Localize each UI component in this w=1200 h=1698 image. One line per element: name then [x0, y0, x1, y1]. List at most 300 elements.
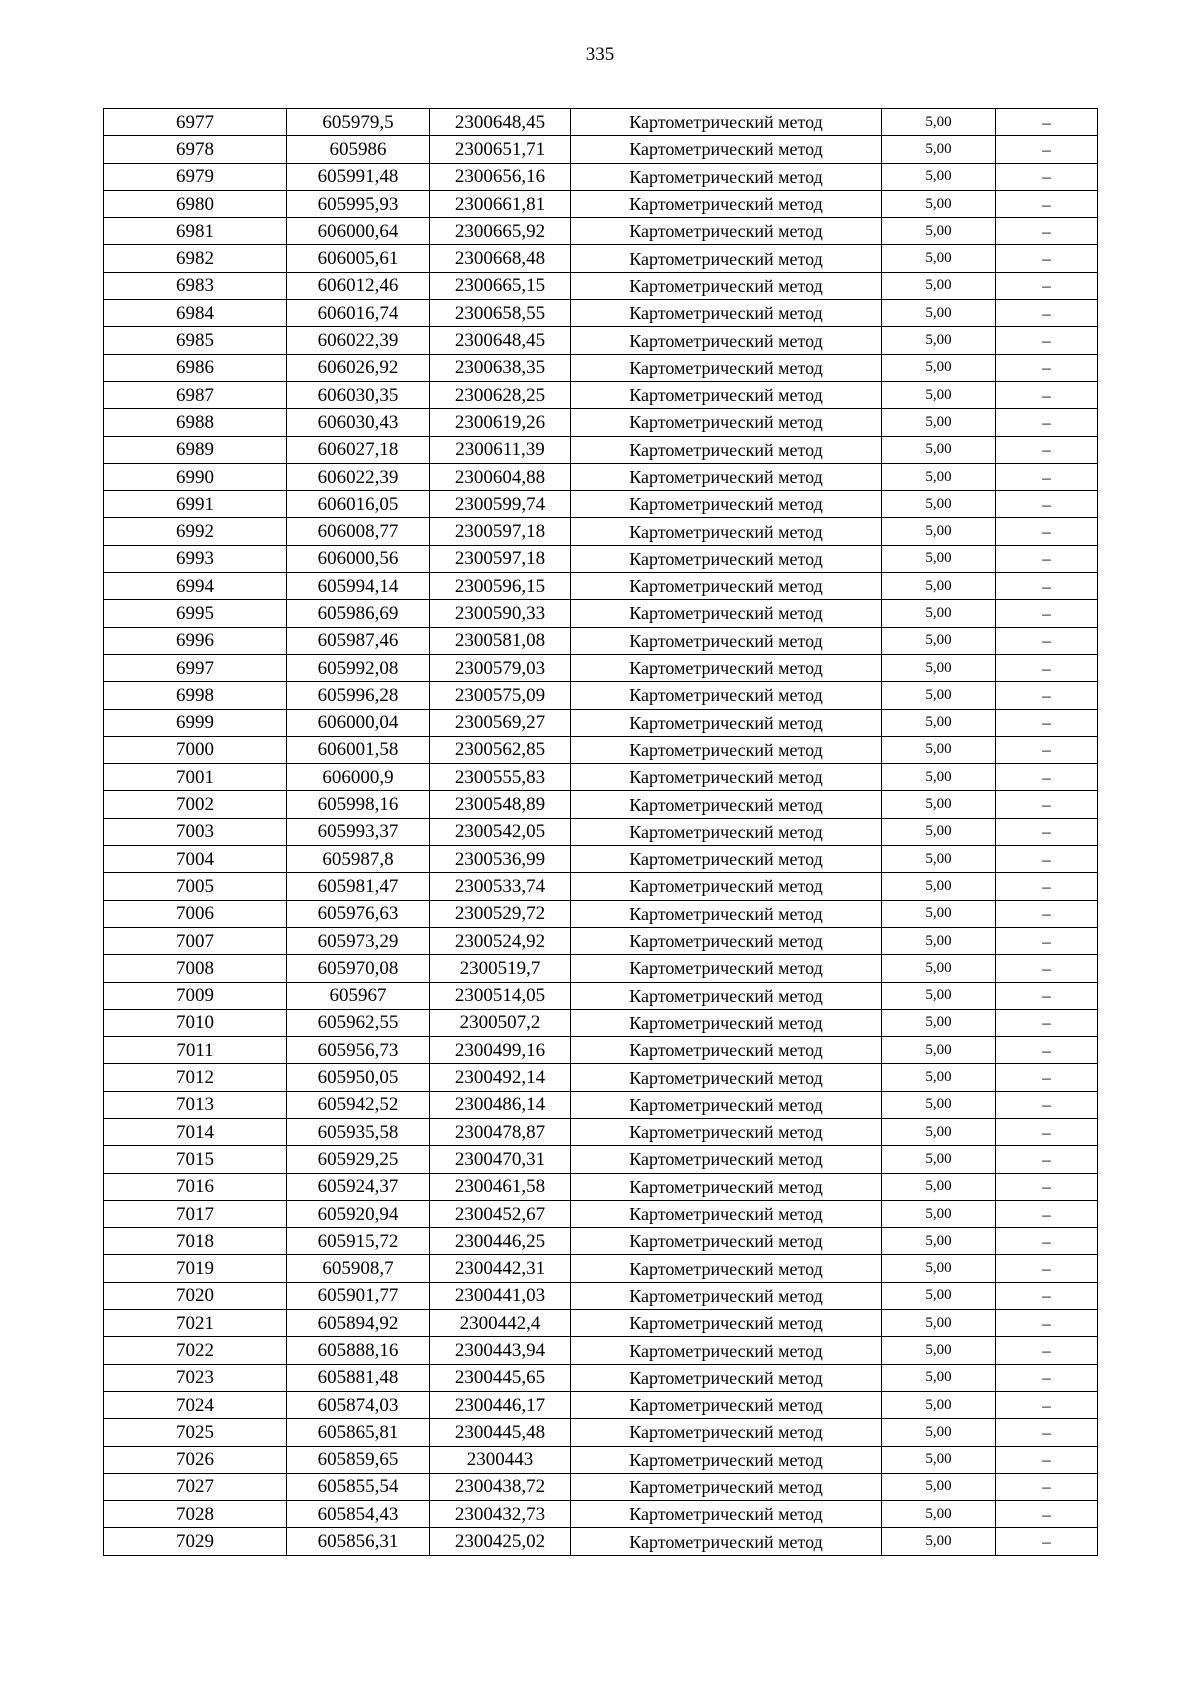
- x-coordinate-cell: 605874,03: [287, 1391, 430, 1418]
- method-cell: Картометрический метод: [571, 818, 882, 845]
- x-coordinate-cell: 605888,16: [287, 1337, 430, 1364]
- point-number-cell: 7018: [104, 1228, 287, 1255]
- table-row: [104, 1173, 1098, 1200]
- description-cell: –: [996, 354, 1098, 381]
- accuracy-cell: 5,00: [882, 300, 996, 327]
- table-row: [104, 1255, 1098, 1282]
- method-cell: Картометрический метод: [571, 1337, 882, 1364]
- point-number-cell: 7000: [104, 736, 287, 763]
- description-cell: –: [996, 791, 1098, 818]
- method-cell: Картометрический метод: [571, 1091, 882, 1118]
- x-coordinate-cell: 606016,74: [287, 300, 430, 327]
- method-cell: Картометрический метод: [571, 109, 882, 136]
- table-row: [104, 1310, 1098, 1337]
- method-cell: Картометрический метод: [571, 873, 882, 900]
- description-cell: –: [996, 218, 1098, 245]
- x-coordinate-cell: 605908,7: [287, 1255, 430, 1282]
- point-number-cell: 7028: [104, 1501, 287, 1528]
- point-number-cell: 7022: [104, 1337, 287, 1364]
- description-cell: –: [996, 381, 1098, 408]
- method-cell: Картометрический метод: [571, 300, 882, 327]
- x-coordinate-cell: 605854,43: [287, 1501, 430, 1528]
- point-number-cell: 7015: [104, 1146, 287, 1173]
- method-cell: Картометрический метод: [571, 1419, 882, 1446]
- accuracy-cell: 5,00: [882, 1337, 996, 1364]
- description-cell: –: [996, 873, 1098, 900]
- method-cell: Картометрический метод: [571, 1173, 882, 1200]
- point-number-cell: 6979: [104, 163, 287, 190]
- x-coordinate-cell: 605994,14: [287, 573, 430, 600]
- point-number-cell: 7008: [104, 955, 287, 982]
- x-coordinate-cell: 606000,04: [287, 709, 430, 736]
- point-number-cell: 6992: [104, 518, 287, 545]
- method-cell: Картометрический метод: [571, 846, 882, 873]
- accuracy-cell: 5,00: [882, 436, 996, 463]
- table-row: [104, 1419, 1098, 1446]
- accuracy-cell: 5,00: [882, 327, 996, 354]
- y-coordinate-cell: 2300599,74: [430, 491, 571, 518]
- x-coordinate-cell: 605992,08: [287, 654, 430, 681]
- x-coordinate-cell: 605855,54: [287, 1473, 430, 1500]
- method-cell: Картометрический метод: [571, 764, 882, 791]
- accuracy-cell: 5,00: [882, 709, 996, 736]
- point-number-cell: 6984: [104, 300, 287, 327]
- description-cell: –: [996, 1064, 1098, 1091]
- method-cell: Картометрический метод: [571, 1200, 882, 1227]
- method-cell: Картометрический метод: [571, 190, 882, 217]
- description-cell: –: [996, 1391, 1098, 1418]
- table-row: [104, 1446, 1098, 1473]
- table-row: [104, 1009, 1098, 1036]
- accuracy-cell: 5,00: [882, 1255, 996, 1282]
- x-coordinate-cell: 605986,69: [287, 600, 430, 627]
- method-cell: Картометрический метод: [571, 491, 882, 518]
- x-coordinate-cell: 605929,25: [287, 1146, 430, 1173]
- point-number-cell: 7010: [104, 1009, 287, 1036]
- table-row: [104, 190, 1098, 217]
- y-coordinate-cell: 2300499,16: [430, 1037, 571, 1064]
- table-row: [104, 682, 1098, 709]
- point-number-cell: 6977: [104, 109, 287, 136]
- point-number-cell: 6985: [104, 327, 287, 354]
- table-row: [104, 109, 1098, 136]
- description-cell: –: [996, 409, 1098, 436]
- x-coordinate-cell: 605993,37: [287, 818, 430, 845]
- method-cell: Картометрический метод: [571, 654, 882, 681]
- method-cell: Картометрический метод: [571, 463, 882, 490]
- accuracy-cell: 5,00: [882, 1118, 996, 1145]
- x-coordinate-cell: 606030,43: [287, 409, 430, 436]
- method-cell: Картометрический метод: [571, 327, 882, 354]
- accuracy-cell: 5,00: [882, 409, 996, 436]
- table-row: [104, 436, 1098, 463]
- y-coordinate-cell: 2300665,92: [430, 218, 571, 245]
- description-cell: –: [996, 1173, 1098, 1200]
- table-row: [104, 354, 1098, 381]
- method-cell: Картометрический метод: [571, 545, 882, 572]
- method-cell: Картометрический метод: [571, 163, 882, 190]
- description-cell: –: [996, 736, 1098, 763]
- table-row: [104, 1118, 1098, 1145]
- y-coordinate-cell: 2300581,08: [430, 627, 571, 654]
- point-number-cell: 7023: [104, 1364, 287, 1391]
- x-coordinate-cell: 605996,28: [287, 682, 430, 709]
- y-coordinate-cell: 2300442,31: [430, 1255, 571, 1282]
- accuracy-cell: 5,00: [882, 109, 996, 136]
- accuracy-cell: 5,00: [882, 272, 996, 299]
- point-number-cell: 6996: [104, 627, 287, 654]
- x-coordinate-cell: 606000,9: [287, 764, 430, 791]
- point-number-cell: 7026: [104, 1446, 287, 1473]
- y-coordinate-cell: 2300445,48: [430, 1419, 571, 1446]
- accuracy-cell: 5,00: [882, 163, 996, 190]
- y-coordinate-cell: 2300443,94: [430, 1337, 571, 1364]
- accuracy-cell: 5,00: [882, 518, 996, 545]
- x-coordinate-cell: 605970,08: [287, 955, 430, 982]
- point-number-cell: 6986: [104, 354, 287, 381]
- x-coordinate-cell: 605976,63: [287, 900, 430, 927]
- x-coordinate-cell: 605995,93: [287, 190, 430, 217]
- page-number: 335: [585, 44, 615, 65]
- point-number-cell: 6983: [104, 272, 287, 299]
- description-cell: –: [996, 245, 1098, 272]
- table-row: [104, 1337, 1098, 1364]
- description-cell: –: [996, 190, 1098, 217]
- point-number-cell: 6980: [104, 190, 287, 217]
- y-coordinate-cell: 2300575,09: [430, 682, 571, 709]
- x-coordinate-cell: 606027,18: [287, 436, 430, 463]
- table-row: [104, 163, 1098, 190]
- point-number-cell: 7009: [104, 982, 287, 1009]
- point-number-cell: 7013: [104, 1091, 287, 1118]
- accuracy-cell: 5,00: [882, 1228, 996, 1255]
- table-row: [104, 1528, 1098, 1555]
- table-body: [104, 109, 1098, 1556]
- point-number-cell: 6993: [104, 545, 287, 572]
- point-number-cell: 7020: [104, 1282, 287, 1309]
- point-number-cell: 7012: [104, 1064, 287, 1091]
- x-coordinate-cell: 605987,8: [287, 846, 430, 873]
- accuracy-cell: 5,00: [882, 682, 996, 709]
- table-row: [104, 573, 1098, 600]
- y-coordinate-cell: 2300619,26: [430, 409, 571, 436]
- accuracy-cell: 5,00: [882, 190, 996, 217]
- y-coordinate-cell: 2300638,35: [430, 354, 571, 381]
- method-cell: Картометрический метод: [571, 218, 882, 245]
- y-coordinate-cell: 2300507,2: [430, 1009, 571, 1036]
- table-row: [104, 982, 1098, 1009]
- description-cell: –: [996, 1255, 1098, 1282]
- point-number-cell: 7016: [104, 1173, 287, 1200]
- y-coordinate-cell: 2300446,17: [430, 1391, 571, 1418]
- y-coordinate-cell: 2300438,72: [430, 1473, 571, 1500]
- description-cell: –: [996, 764, 1098, 791]
- method-cell: Картометрический метод: [571, 518, 882, 545]
- y-coordinate-cell: 2300548,89: [430, 791, 571, 818]
- accuracy-cell: 5,00: [882, 245, 996, 272]
- accuracy-cell: 5,00: [882, 1282, 996, 1309]
- method-cell: Картометрический метод: [571, 354, 882, 381]
- x-coordinate-cell: 606005,61: [287, 245, 430, 272]
- description-cell: –: [996, 627, 1098, 654]
- method-cell: Картометрический метод: [571, 1228, 882, 1255]
- x-coordinate-cell: 605942,52: [287, 1091, 430, 1118]
- accuracy-cell: 5,00: [882, 1473, 996, 1500]
- table-row: [104, 463, 1098, 490]
- point-number-cell: 6988: [104, 409, 287, 436]
- point-number-cell: 7019: [104, 1255, 287, 1282]
- accuracy-cell: 5,00: [882, 982, 996, 1009]
- accuracy-cell: 5,00: [882, 600, 996, 627]
- table-row: [104, 955, 1098, 982]
- point-number-cell: 7011: [104, 1037, 287, 1064]
- y-coordinate-cell: 2300524,92: [430, 927, 571, 954]
- description-cell: –: [996, 136, 1098, 163]
- y-coordinate-cell: 2300569,27: [430, 709, 571, 736]
- y-coordinate-cell: 2300441,03: [430, 1282, 571, 1309]
- method-cell: Картометрический метод: [571, 1009, 882, 1036]
- description-cell: –: [996, 900, 1098, 927]
- table-row: [104, 1091, 1098, 1118]
- accuracy-cell: 5,00: [882, 1146, 996, 1173]
- table-row: [104, 245, 1098, 272]
- y-coordinate-cell: 2300651,71: [430, 136, 571, 163]
- x-coordinate-cell: 606022,39: [287, 327, 430, 354]
- table-row: [104, 1282, 1098, 1309]
- point-number-cell: 7024: [104, 1391, 287, 1418]
- point-number-cell: 6998: [104, 682, 287, 709]
- x-coordinate-cell: 605998,16: [287, 791, 430, 818]
- x-coordinate-cell: 605865,81: [287, 1419, 430, 1446]
- accuracy-cell: 5,00: [882, 1173, 996, 1200]
- description-cell: –: [996, 272, 1098, 299]
- accuracy-cell: 5,00: [882, 900, 996, 927]
- accuracy-cell: 5,00: [882, 545, 996, 572]
- point-number-cell: 6981: [104, 218, 287, 245]
- y-coordinate-cell: 2300562,85: [430, 736, 571, 763]
- method-cell: Картометрический метод: [571, 1282, 882, 1309]
- table-row: [104, 545, 1098, 572]
- table-row: [104, 791, 1098, 818]
- x-coordinate-cell: 605962,55: [287, 1009, 430, 1036]
- y-coordinate-cell: 2300443: [430, 1446, 571, 1473]
- x-coordinate-cell: 606030,35: [287, 381, 430, 408]
- table-row: [104, 1200, 1098, 1227]
- y-coordinate-cell: 2300514,05: [430, 982, 571, 1009]
- table-row: [104, 1146, 1098, 1173]
- point-number-cell: 7004: [104, 846, 287, 873]
- accuracy-cell: 5,00: [882, 1419, 996, 1446]
- description-cell: –: [996, 1364, 1098, 1391]
- description-cell: –: [996, 1528, 1098, 1555]
- table-row: [104, 1473, 1098, 1500]
- y-coordinate-cell: 2300533,74: [430, 873, 571, 900]
- y-coordinate-cell: 2300597,18: [430, 518, 571, 545]
- y-coordinate-cell: 2300442,4: [430, 1310, 571, 1337]
- y-coordinate-cell: 2300658,55: [430, 300, 571, 327]
- y-coordinate-cell: 2300446,25: [430, 1228, 571, 1255]
- description-cell: –: [996, 1200, 1098, 1227]
- table-row: [104, 409, 1098, 436]
- y-coordinate-cell: 2300555,83: [430, 764, 571, 791]
- description-cell: –: [996, 1228, 1098, 1255]
- accuracy-cell: 5,00: [882, 491, 996, 518]
- description-cell: –: [996, 1118, 1098, 1145]
- y-coordinate-cell: 2300519,7: [430, 955, 571, 982]
- method-cell: Картометрический метод: [571, 573, 882, 600]
- method-cell: Картометрический метод: [571, 900, 882, 927]
- x-coordinate-cell: 605987,46: [287, 627, 430, 654]
- table-row: [104, 1364, 1098, 1391]
- method-cell: Картометрический метод: [571, 682, 882, 709]
- y-coordinate-cell: 2300492,14: [430, 1064, 571, 1091]
- point-number-cell: 6990: [104, 463, 287, 490]
- y-coordinate-cell: 2300425,02: [430, 1528, 571, 1555]
- point-number-cell: 7001: [104, 764, 287, 791]
- x-coordinate-cell: 606016,05: [287, 491, 430, 518]
- accuracy-cell: 5,00: [882, 654, 996, 681]
- accuracy-cell: 5,00: [882, 1391, 996, 1418]
- point-number-cell: 6997: [104, 654, 287, 681]
- x-coordinate-cell: 606000,64: [287, 218, 430, 245]
- point-number-cell: 7014: [104, 1118, 287, 1145]
- accuracy-cell: 5,00: [882, 1037, 996, 1064]
- accuracy-cell: 5,00: [882, 136, 996, 163]
- y-coordinate-cell: 2300432,73: [430, 1501, 571, 1528]
- method-cell: Картометрический метод: [571, 955, 882, 982]
- point-number-cell: 7027: [104, 1473, 287, 1500]
- description-cell: –: [996, 163, 1098, 190]
- description-cell: –: [996, 518, 1098, 545]
- point-number-cell: 7029: [104, 1528, 287, 1555]
- accuracy-cell: 5,00: [882, 354, 996, 381]
- table-row: [104, 818, 1098, 845]
- method-cell: Картометрический метод: [571, 1064, 882, 1091]
- table-row: [104, 900, 1098, 927]
- accuracy-cell: 5,00: [882, 927, 996, 954]
- point-number-cell: 7005: [104, 873, 287, 900]
- table-row: [104, 300, 1098, 327]
- accuracy-cell: 5,00: [882, 1200, 996, 1227]
- table-row: [104, 491, 1098, 518]
- description-cell: –: [996, 818, 1098, 845]
- table-row: [104, 272, 1098, 299]
- description-cell: –: [996, 1446, 1098, 1473]
- method-cell: Картометрический метод: [571, 627, 882, 654]
- accuracy-cell: 5,00: [882, 218, 996, 245]
- description-cell: –: [996, 573, 1098, 600]
- x-coordinate-cell: 606022,39: [287, 463, 430, 490]
- description-cell: –: [996, 545, 1098, 572]
- y-coordinate-cell: 2300597,18: [430, 545, 571, 572]
- point-number-cell: 6994: [104, 573, 287, 600]
- x-coordinate-cell: 605894,92: [287, 1310, 430, 1337]
- y-coordinate-cell: 2300628,25: [430, 381, 571, 408]
- table-row: [104, 600, 1098, 627]
- table-row: [104, 1228, 1098, 1255]
- table-row: [104, 327, 1098, 354]
- table-row: [104, 1064, 1098, 1091]
- accuracy-cell: 5,00: [882, 627, 996, 654]
- table-row: [104, 846, 1098, 873]
- y-coordinate-cell: 2300470,31: [430, 1146, 571, 1173]
- table-row: [104, 764, 1098, 791]
- method-cell: Картометрический метод: [571, 381, 882, 408]
- y-coordinate-cell: 2300445,65: [430, 1364, 571, 1391]
- accuracy-cell: 5,00: [882, 573, 996, 600]
- x-coordinate-cell: 605859,65: [287, 1446, 430, 1473]
- method-cell: Картометрический метод: [571, 272, 882, 299]
- point-number-cell: 7006: [104, 900, 287, 927]
- point-number-cell: 6978: [104, 136, 287, 163]
- x-coordinate-cell: 606000,56: [287, 545, 430, 572]
- description-cell: –: [996, 109, 1098, 136]
- description-cell: –: [996, 327, 1098, 354]
- x-coordinate-cell: 605967: [287, 982, 430, 1009]
- y-coordinate-cell: 2300604,88: [430, 463, 571, 490]
- coordinates-table: [103, 108, 1098, 1556]
- accuracy-cell: 5,00: [882, 873, 996, 900]
- accuracy-cell: 5,00: [882, 1364, 996, 1391]
- description-cell: –: [996, 1337, 1098, 1364]
- method-cell: Картометрический метод: [571, 1391, 882, 1418]
- description-cell: –: [996, 1419, 1098, 1446]
- x-coordinate-cell: 605979,5: [287, 109, 430, 136]
- method-cell: Картометрический метод: [571, 1146, 882, 1173]
- x-coordinate-cell: 606026,92: [287, 354, 430, 381]
- y-coordinate-cell: 2300668,48: [430, 245, 571, 272]
- x-coordinate-cell: 605991,48: [287, 163, 430, 190]
- method-cell: Картометрический метод: [571, 1255, 882, 1282]
- point-number-cell: 6995: [104, 600, 287, 627]
- description-cell: –: [996, 1501, 1098, 1528]
- y-coordinate-cell: 2300611,39: [430, 436, 571, 463]
- method-cell: Картометрический метод: [571, 1364, 882, 1391]
- method-cell: Картометрический метод: [571, 1310, 882, 1337]
- method-cell: Картометрический метод: [571, 982, 882, 1009]
- x-coordinate-cell: 605924,37: [287, 1173, 430, 1200]
- accuracy-cell: 5,00: [882, 791, 996, 818]
- table-row: [104, 873, 1098, 900]
- description-cell: –: [996, 1009, 1098, 1036]
- accuracy-cell: 5,00: [882, 1009, 996, 1036]
- description-cell: –: [996, 600, 1098, 627]
- table-row: [104, 709, 1098, 736]
- accuracy-cell: 5,00: [882, 1501, 996, 1528]
- accuracy-cell: 5,00: [882, 818, 996, 845]
- method-cell: Картометрический метод: [571, 409, 882, 436]
- description-cell: –: [996, 1310, 1098, 1337]
- description-cell: –: [996, 491, 1098, 518]
- x-coordinate-cell: 605950,05: [287, 1064, 430, 1091]
- y-coordinate-cell: 2300648,45: [430, 109, 571, 136]
- point-number-cell: 7017: [104, 1200, 287, 1227]
- method-cell: Картометрический метод: [571, 136, 882, 163]
- table-row: [104, 136, 1098, 163]
- y-coordinate-cell: 2300486,14: [430, 1091, 571, 1118]
- method-cell: Картометрический метод: [571, 1446, 882, 1473]
- x-coordinate-cell: 605935,58: [287, 1118, 430, 1145]
- point-number-cell: 7007: [104, 927, 287, 954]
- method-cell: Картометрический метод: [571, 1528, 882, 1555]
- accuracy-cell: 5,00: [882, 846, 996, 873]
- description-cell: –: [996, 1473, 1098, 1500]
- description-cell: –: [996, 846, 1098, 873]
- accuracy-cell: 5,00: [882, 1446, 996, 1473]
- point-number-cell: 6982: [104, 245, 287, 272]
- accuracy-cell: 5,00: [882, 1064, 996, 1091]
- description-cell: –: [996, 654, 1098, 681]
